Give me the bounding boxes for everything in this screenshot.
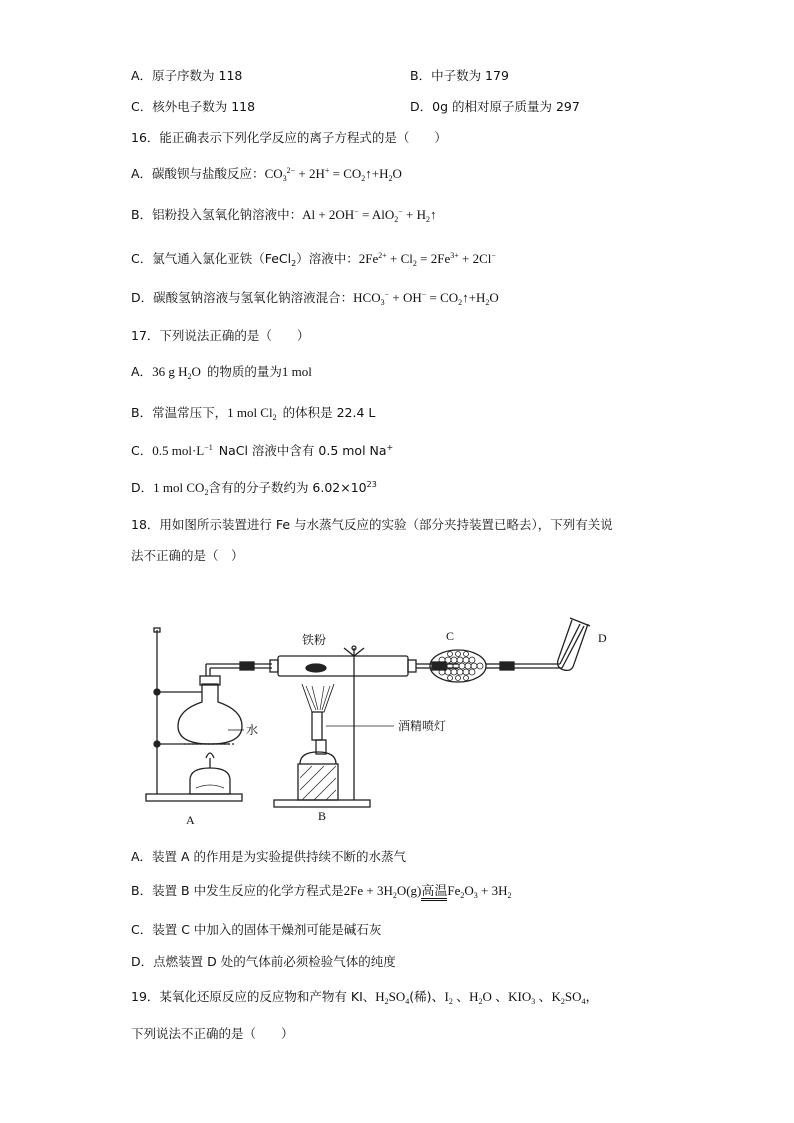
q18-stem-line2: 法不正确的是（ ） bbox=[131, 548, 244, 563]
q17-option-d: D．1 mol $CO_2$含有的分子数约为 $6.02\times 10^{23}$ bbox=[131, 480, 377, 497]
alcohol-lamp bbox=[190, 768, 230, 794]
lamp-flame bbox=[206, 753, 214, 758]
q17-option-d-mid: 含有的分子数约为 6.02×10 bbox=[208, 480, 367, 495]
q17-option-a-amount: 36 g $H_2O$ bbox=[152, 364, 201, 381]
q19-stem-text: 19．某氧化还原反应的反应物和产物有 KI、 bbox=[131, 989, 376, 1004]
q17-option-c-prefix: C． bbox=[131, 443, 153, 458]
q17-option-d-prefix: D． bbox=[131, 480, 154, 495]
blast-lamp-nozzle bbox=[312, 712, 322, 740]
q17-option-c-mid: NaCl 溶液中含有 0.5 mol Na bbox=[218, 443, 387, 458]
round-flask bbox=[178, 684, 242, 744]
q19-dilute: (稀) bbox=[409, 989, 432, 1004]
q19-stem bbox=[131, 989, 599, 1005]
apparatus-figure bbox=[140, 612, 640, 835]
q16-option-a-text: A．碳酸钡与盐酸反应： bbox=[131, 166, 265, 181]
q18-option-c: C．装置 C 中加入的固体干燥剂可能是碱石灰 bbox=[131, 922, 382, 937]
stand-a-base bbox=[146, 794, 242, 801]
q17-option-a-prefix: A． bbox=[131, 364, 153, 379]
q18-option-b-condition: 高温 bbox=[421, 883, 447, 901]
q19-stem-line2: 下列说法不正确的是（ ） bbox=[131, 1026, 294, 1041]
stopper-b-left bbox=[270, 660, 278, 672]
label-iron-powder: 铁粉 bbox=[302, 633, 327, 647]
q16-option-b bbox=[131, 207, 436, 223]
q18-option-d: D．点燃装置 D 处的气体前必须检验气体的纯度 bbox=[131, 954, 396, 969]
q16-option-a-equation: $CO_3^{2-} + 2H^+$ = $CO_2↑+H_2O$ bbox=[264, 166, 402, 183]
q18-option-b-equation: $2Fe + 3H_2O(g)$高温$Fe_2O_3 + 3H_2$ bbox=[343, 883, 512, 900]
q17-option-b bbox=[131, 405, 375, 421]
q16-option-d-text: D．碳酸氢钠溶液与氢氧化钠溶液混合： bbox=[131, 290, 354, 305]
q17-option-c-conc: 0.5 $mol\cdot L^{-1}$ bbox=[152, 443, 213, 458]
q17-option-a bbox=[131, 364, 312, 380]
q16-option-c-text-pre: C．氯气通入氯化亚铁（ bbox=[131, 251, 265, 266]
q16-option-c bbox=[131, 251, 496, 267]
label-c: C bbox=[446, 629, 455, 643]
q17-option-c: C．0.5 $mol\cdot L^{-1}$ NaCl 溶液中含有 0.5 mol Na+ bbox=[131, 443, 394, 458]
rubber-tube-1 bbox=[240, 662, 254, 670]
label-blast-lamp: 酒精喷灯 bbox=[398, 719, 447, 733]
apparatus-diagram bbox=[140, 612, 640, 832]
q17-stem: 17．下列说法正确的是（ ） bbox=[131, 328, 310, 343]
label-d: D bbox=[598, 631, 607, 645]
q15-option-b: B．中子数为 179 bbox=[410, 68, 509, 83]
hard-glass-tube bbox=[278, 656, 408, 676]
rubber-tube-3 bbox=[500, 662, 514, 670]
q17-option-d-amount: 1 mol $CO_2$ bbox=[153, 480, 209, 497]
iron-powder bbox=[306, 664, 326, 672]
q16-option-b-text: B．铝粉投入氢氧化钠溶液中： bbox=[131, 207, 303, 222]
q16-option-c-equation: $2Fe^{2+} + Cl_2 = 2Fe^{3+} + 2Cl^-$ bbox=[358, 251, 496, 268]
q18-option-b bbox=[131, 883, 512, 899]
q16-option-c-fecl2-sub: 2 bbox=[291, 259, 297, 268]
label-water: 水 bbox=[246, 723, 259, 737]
label-b: B bbox=[318, 809, 327, 823]
q19-species: 、$I_2$ 、$H_2O$ 、$KIO_3$ 、$K_2SO_4$， bbox=[431, 989, 599, 1006]
q19-h2so4: $H_2SO_4$ bbox=[375, 989, 410, 1006]
q15-option-a: A．原子序数为 118 bbox=[131, 68, 243, 83]
blast-lamp-hatching bbox=[300, 766, 336, 800]
stand-b-base bbox=[274, 800, 370, 807]
q16-option-d bbox=[131, 290, 499, 306]
q16-option-d-equation: $HCO_3^- + OH^-$ = $CO_2↑+H_2O$ bbox=[353, 290, 499, 307]
q16-option-c-fecl2: FeCl bbox=[264, 251, 292, 266]
q16-option-b-equation: $Al + 2OH^- = AlO_2^- + H_2↑$ bbox=[302, 207, 437, 224]
q17-option-a-value: 1 mol bbox=[281, 364, 312, 379]
q15-option-d: D．0g 的相对原子质量为 297 bbox=[410, 99, 580, 114]
q16-stem: 16．能正确表示下列化学反应的离子方程式的是（ ） bbox=[131, 130, 447, 145]
q18-option-b-text: B．装置 B 中发生反应的化学方程式是 bbox=[131, 883, 344, 898]
q17-option-b-post: 的体积是 22.4 L bbox=[282, 405, 376, 420]
q17-option-a-mid: 的物质的量为 bbox=[206, 364, 282, 379]
q17-option-b-prefix: B．常温常压下， bbox=[131, 405, 228, 420]
q17-option-b-amount: 1 mol $Cl_2$ bbox=[227, 405, 277, 422]
q18-stem-line1: 18．用如图所示装置进行 Fe 与水蒸气反应的实验（部分夹持装置已略去），下列有关说 bbox=[131, 517, 613, 532]
q15-option-c: C．核外电子数为 118 bbox=[131, 99, 256, 114]
q16-option-a bbox=[131, 166, 402, 182]
label-a: A bbox=[186, 813, 195, 827]
q16-option-c-text-post: ）溶液中： bbox=[296, 251, 359, 266]
q18-option-a: A．装置 A 的作用是为实验提供持续不断的水蒸气 bbox=[131, 849, 407, 864]
stopper-b-right bbox=[408, 660, 416, 672]
